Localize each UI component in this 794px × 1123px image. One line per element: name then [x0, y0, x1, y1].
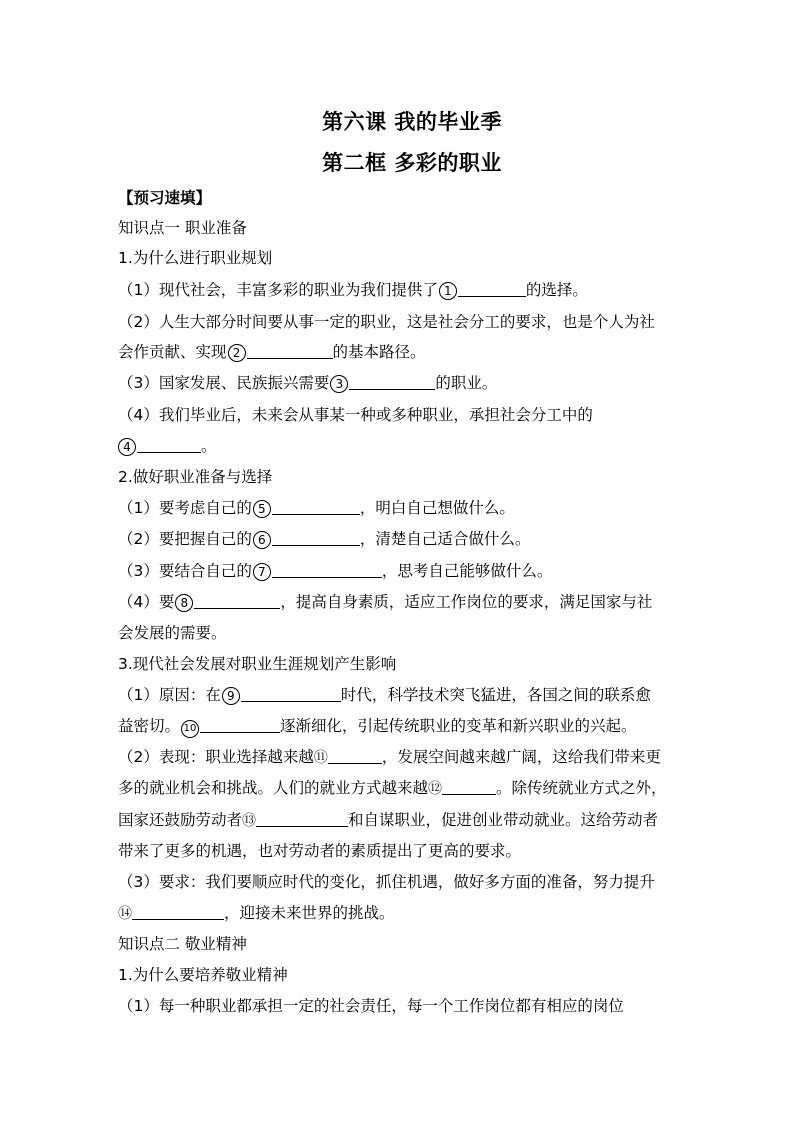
q2-line-3: （3）要结合自己的 7 ，思考自己能够做什么。 — [118, 562, 553, 580]
q2-line-1: （1）要考虑自己的 5 ，明白自己想做什么。 — [118, 499, 515, 517]
q3-line-3a: （3）要求：我们要顺应时代的变化，抓住机遇，做好多方面的准备，努力提升 — [118, 873, 655, 891]
lesson-title: 第六课 我的毕业季 — [322, 110, 502, 134]
marker-3: 3 — [330, 375, 348, 393]
q2-line-4a: （4）要 8 ，提高自身素质，适应工作岗位的要求，满足国家与社 — [118, 593, 653, 611]
q2-line-4b: 会发展的需要。 — [118, 624, 227, 642]
marker-11: ⑪ — [313, 750, 328, 766]
q1-line-4a: （4）我们毕业后，未来会从事某一种或多种职业，承担社会分工中的 — [118, 406, 593, 424]
marker-6: 6 — [253, 531, 271, 549]
kp2-q1-heading: 1.为什么要培养敬业精神 — [118, 966, 288, 984]
q1-line-4b: 4 。 — [118, 436, 217, 456]
section-subtitle: 第二框 多彩的职业 — [322, 151, 502, 175]
q1-line-2a: （2）人生大部分时间要从事一定的职业，这是社会分工的要求，也是个人为社 — [118, 313, 655, 331]
preview-heading: 【预习速填】 — [118, 189, 212, 207]
marker-5: 5 — [253, 500, 271, 518]
knowledge-point-1-heading: 知识点一 职业准备 — [118, 219, 247, 237]
q3-line-1b: 益密切。 10 逐渐细化，引起传统职业的变革和新兴职业的兴起。 — [118, 716, 637, 738]
marker-1: 1 — [439, 282, 457, 300]
marker-12: ⑫ — [428, 781, 443, 797]
blank-2[interactable] — [247, 342, 333, 359]
blank-11[interactable] — [328, 747, 382, 764]
marker-13: ⑬ — [242, 813, 257, 829]
q1-line-1: （1）现代社会，丰富多彩的职业为我们提供了 1 的选择。 — [118, 281, 588, 299]
blank-6[interactable] — [272, 529, 360, 546]
marker-10: 10 — [181, 720, 199, 738]
marker-4: 4 — [118, 438, 136, 456]
blank-10[interactable] — [200, 716, 280, 733]
q1-line-3: （3）国家发展、民族振兴需要 3 的职业。 — [118, 374, 498, 392]
q3-line-2c: 国家还鼓励劳动者⑬ 和自谋职业，促进创业带动就业。这给劳动者 — [118, 811, 659, 829]
kp2-q1-line-1: （1）每一种职业都承担一定的社会责任，每一个工作岗位都有相应的岗位 — [118, 997, 624, 1015]
q2-heading: 2.做好职业准备与选择 — [118, 468, 273, 486]
marker-8: 8 — [175, 594, 193, 612]
blank-14[interactable] — [132, 903, 224, 920]
marker-14: ⑭ — [118, 906, 132, 922]
blank-9[interactable] — [241, 685, 341, 702]
marker-7: 7 — [253, 563, 271, 581]
q3-line-2d: 带来了更多的机遇，也对劳动者的素质提出了更高的要求。 — [118, 842, 522, 860]
blank-4[interactable] — [137, 436, 201, 453]
q1-line-2b: 会作贡献、实现 2 的基本路径。 — [118, 343, 426, 361]
marker-2: 2 — [228, 344, 246, 362]
q3-heading: 3.现代社会发展对职业生涯规划产生影响 — [118, 655, 397, 673]
q3-line-2a: （2）表现：职业选择越来越⑪ ，发展空间越来越广阔，这给我们带来更 — [118, 748, 661, 766]
q3-line-2b: 多的就业机会和挑战。人们的就业方式越来越⑫ 。除传统就业方式之外， — [118, 779, 667, 797]
blank-7[interactable] — [272, 561, 382, 578]
q3-line-1a: （1）原因：在 9 时代，科学技术突飞猛进，各国之间的联系愈 — [118, 686, 651, 704]
q2-line-2: （2）要把握自己的 6 ，清楚自己适合做什么。 — [118, 530, 531, 548]
blank-5[interactable] — [272, 498, 360, 515]
blank-8[interactable] — [194, 592, 280, 609]
blank-12[interactable] — [442, 778, 496, 795]
blank-3[interactable] — [349, 373, 435, 390]
marker-9: 9 — [222, 687, 240, 705]
q3-line-3b: ⑭ ，迎接未来世界的挑战。 — [118, 904, 395, 922]
knowledge-point-2-heading: 知识点二 敬业精神 — [118, 935, 247, 953]
blank-1[interactable] — [458, 280, 526, 297]
blank-13[interactable] — [256, 810, 348, 827]
q1-heading: 1.为什么进行职业规划 — [118, 249, 273, 267]
